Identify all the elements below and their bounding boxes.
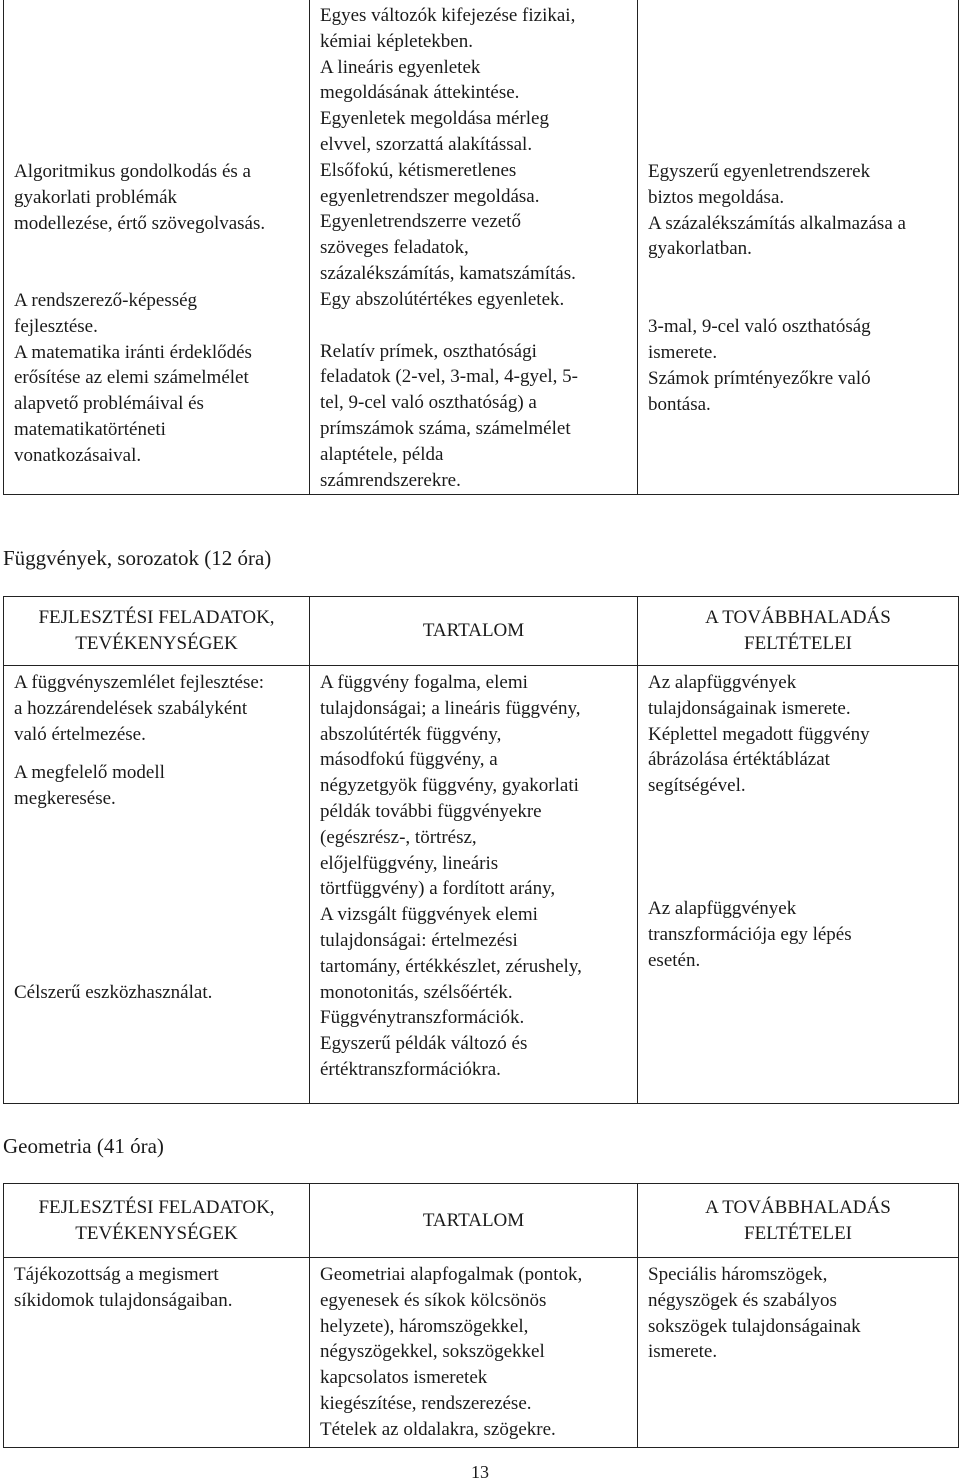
header-conditions: A TOVÁBBHALADÁS FELTÉTELEI [638, 1184, 959, 1258]
development-text: A megfelelő modell megkeresése. [14, 762, 165, 810]
header-content: TARTALOM [310, 1184, 638, 1258]
section-title-geometry: Geometria (41 óra) [3, 1134, 164, 1158]
development-cell [4, 666, 310, 1104]
conditions-divisibility-text: 3-mal, 9-cel való oszthatóság ismerete. Számok prímtényezőkre való bontása. [648, 316, 871, 415]
development-text: Célszerű eszközhasználat. [14, 981, 213, 1003]
numbers-equations-table [3, 0, 959, 495]
conditions-equations-text: Egyszerű egyenletrendszerek biztos megoldása. A százalékszámítás alkalmazása a gyakorlatban. [648, 161, 906, 260]
header-development: FEJLESZTÉSI FELADATOK, TEVÉKENYSÉGEK [4, 597, 310, 666]
content-number-theory-text: Relatív prímek, oszthatósági feladatok (2-vel, 3-mal, 4-gyel, 5- tel, 9-cel való oszthatóság) a prímszámok száma, számelmélet alaptétele, példa számrendszerekre. [320, 340, 578, 491]
conditions-text: Az alapfüggvények tulajdonságainak ismerete. Képlettel megadott függvény ábrázolása értéktáblázat segítségével. [648, 672, 870, 797]
content-text: Geometriai alapfogalmak (pontok, egyenesek és síkok kölcsönös helyzete), háromszögekkel, négyszögekkel, sokszögekkel kapcsolatos ismeretek kiegészítése, rendszerezése. Tételek az oldalakra, szögekre. [320, 1264, 583, 1440]
conditions-text: Speciális háromszögek, négyszögek és szabályos sokszögek tulajdonságainak ismerete. [648, 1264, 861, 1363]
conditions-text: Az alapfüggvények transzformációja egy lépés esetén. [648, 897, 852, 971]
development-text: Tájékozottság a megismert síkidomok tulajdonságaiban. [14, 1264, 233, 1311]
header-content: TARTALOM [310, 597, 638, 666]
conditions-cell [638, 0, 959, 495]
header-row [4, 597, 959, 666]
header-conditions: A TOVÁBBHALADÁS FELTÉTELEI [638, 597, 959, 666]
header-development: FEJLESZTÉSI FELADATOK, TEVÉKENYSÉGEK [4, 1184, 310, 1258]
header-row [4, 1184, 959, 1258]
conditions-cell [638, 1258, 959, 1448]
table-row [4, 0, 959, 495]
development-text: A függvényszemlélet fejlesztése: a hozzárendelések szabályként való értelmezése. [14, 672, 265, 745]
content-text: A függvény fogalma, elemi tulajdonságai; a lineáris függvény, abszolútérték függvény, másodfokú függvény, a négyzetgyök függvény, gyakorlati példák további függvényekre (egészrész-, törtrész, előjelfüggvény, lineáris törtfüggvény) a fordított arány, A vizsgált függvények elemi tulajdonságai: értelmezési tartomány, értékkészlet, zérushely, monotonitás, szélsőérték. Függvénytranszformációk. Egyszerű példák változó és értéktranszformációkra. [320, 672, 582, 1080]
content-equations-text: Egyes változók kifejezése fizikai, kémiai képletekben. A lineáris egyenletek megoldásának áttekintése. Egyenletek megoldása mérleg elvvel, szorzattá alakítással. Elsőfokú, kétismeretlenes egyenletrendszer megoldása. Egyenletrendszerre vezető szöveges feladatok, százalékszámítás, kamatszámítás. Egy abszolútértékes egyenletek. [320, 5, 576, 310]
functions-table [3, 596, 959, 1104]
development-cell [4, 0, 310, 495]
table-row [4, 666, 959, 1104]
content-cell [310, 666, 638, 1104]
content-cell [310, 1258, 638, 1448]
page-number: 13 [471, 1462, 489, 1482]
conditions-cell [638, 666, 959, 1104]
development-text: Algoritmikus gondolkodás és a gyakorlati problémák modellezése, értő szövegolvasás. A rendszerező-képesség fejlesztése. A matematika iránti érdeklődés erősítése az elemi számelmélet alapvető problémáival és matematikatörténeti vonatkozásaival. [14, 161, 266, 466]
content-cell [310, 0, 638, 495]
table-row [4, 1258, 959, 1448]
development-cell [4, 1258, 310, 1448]
section-title-functions: Függvények, sorozatok (12 óra) [3, 546, 272, 570]
geometry-table [3, 1183, 959, 1448]
